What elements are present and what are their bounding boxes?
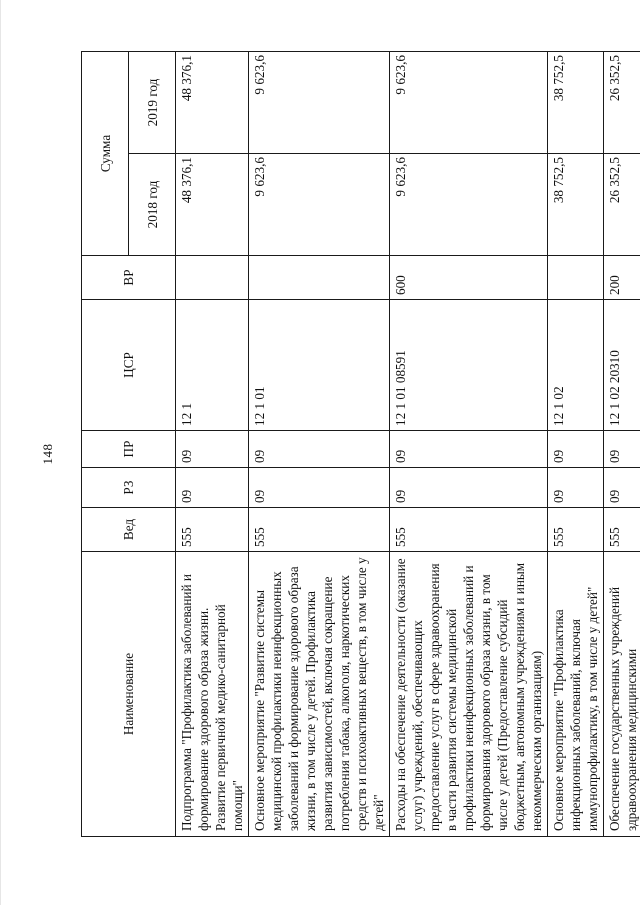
- row-pr: 09: [390, 431, 548, 468]
- row-vr: [249, 256, 390, 300]
- row-sum-2019: 9 623,6: [249, 52, 390, 154]
- row-vr: [548, 256, 604, 300]
- row-ved: 555: [548, 508, 604, 552]
- row-rz: 09: [249, 468, 390, 508]
- row-pr: 09: [176, 431, 249, 468]
- header-year-2019: 2019 год: [129, 52, 176, 154]
- row-csr: 12 1 02 20310: [604, 300, 640, 431]
- header-ved: Вед: [82, 508, 176, 552]
- budget-table: [81, 51, 640, 837]
- row-name: Расходы на обеспечение деятельности (оказание услуг) учреждений, обеспечивающих предоставление услуг в сфере здравоохранения в части развития системы медицинской профилактики неинфекционных заболеваний и формирования здорового образа жизни, в том числе у детей (Предоставление субсидий бюджетным, автономным учреждениям и иным некоммерческим организациям): [390, 552, 548, 837]
- row-pr: 09: [548, 431, 604, 468]
- table-row: [176, 52, 249, 837]
- header-rz: РЗ: [82, 468, 176, 508]
- row-sum-2019: 26 352,5: [604, 52, 640, 154]
- row-ved: 555: [604, 508, 640, 552]
- row-csr: 12 1 01: [249, 300, 390, 431]
- row-vr: [176, 256, 249, 300]
- header-pr: ПР: [82, 431, 176, 468]
- row-name: Основное мероприятие "Профилактика инфекционных заболеваний, включая иммунопрофилактику, в том числе у детей": [548, 552, 604, 837]
- row-pr: 09: [604, 431, 640, 468]
- row-sum-2019: 48 376,1: [176, 52, 249, 154]
- row-csr: 12 1 02: [548, 300, 604, 431]
- row-ved: 555: [390, 508, 548, 552]
- row-rz: 09: [390, 468, 548, 508]
- row-name: Обеспечение государственных учреждений здравоохранения медицинскими: [604, 552, 640, 837]
- row-vr: 200: [604, 256, 640, 300]
- row-sum-2018: 38 752,5: [548, 154, 604, 256]
- table-header-row: [82, 52, 129, 837]
- table-row: [249, 52, 390, 837]
- row-csr: 12 1: [176, 300, 249, 431]
- header-name: Наименование: [82, 552, 176, 837]
- row-sum-2018: 9 623,6: [390, 154, 548, 256]
- row-ved: 555: [249, 508, 390, 552]
- header-csr: ЦСР: [82, 300, 176, 431]
- row-sum-2018: 48 376,1: [176, 154, 249, 256]
- row-csr: 12 1 01 08591: [390, 300, 548, 431]
- row-rz: 09: [176, 468, 249, 508]
- row-rz: 09: [548, 468, 604, 508]
- table-row: [604, 52, 640, 837]
- row-sum-2018: 26 352,5: [604, 154, 640, 256]
- row-rz: 09: [604, 468, 640, 508]
- table-row: [390, 52, 548, 837]
- row-name: Подпрограмма "Профилактика заболеваний и формирование здорового образа жизни. Развитие первичной медико-санитарной помощи": [176, 552, 249, 837]
- header-vr: ВР: [82, 256, 176, 300]
- row-vr: 600: [390, 256, 548, 300]
- row-sum-2018: 9 623,6: [249, 154, 390, 256]
- row-ved: 555: [176, 508, 249, 552]
- table-row: [548, 52, 604, 837]
- row-name: Основное мероприятие "Развитие системы медицинской профилактики неинфекционных заболеваний и формирование здорового образа жизни, в том числе у детей. Профилактика развития зависимостей, включая сокращение потребления табака, алкоголя, наркотических средств и психоактивных веществ, в том числе у детей": [249, 552, 390, 837]
- header-year-2018: 2018 год: [129, 154, 176, 256]
- header-sum: Сумма: [82, 52, 129, 256]
- page-number: 148: [40, 443, 55, 465]
- row-sum-2019: 9 623,6: [390, 52, 548, 154]
- row-pr: 09: [249, 431, 390, 468]
- row-sum-2019: 38 752,5: [548, 52, 604, 154]
- rotated-page-content: [81, 52, 639, 837]
